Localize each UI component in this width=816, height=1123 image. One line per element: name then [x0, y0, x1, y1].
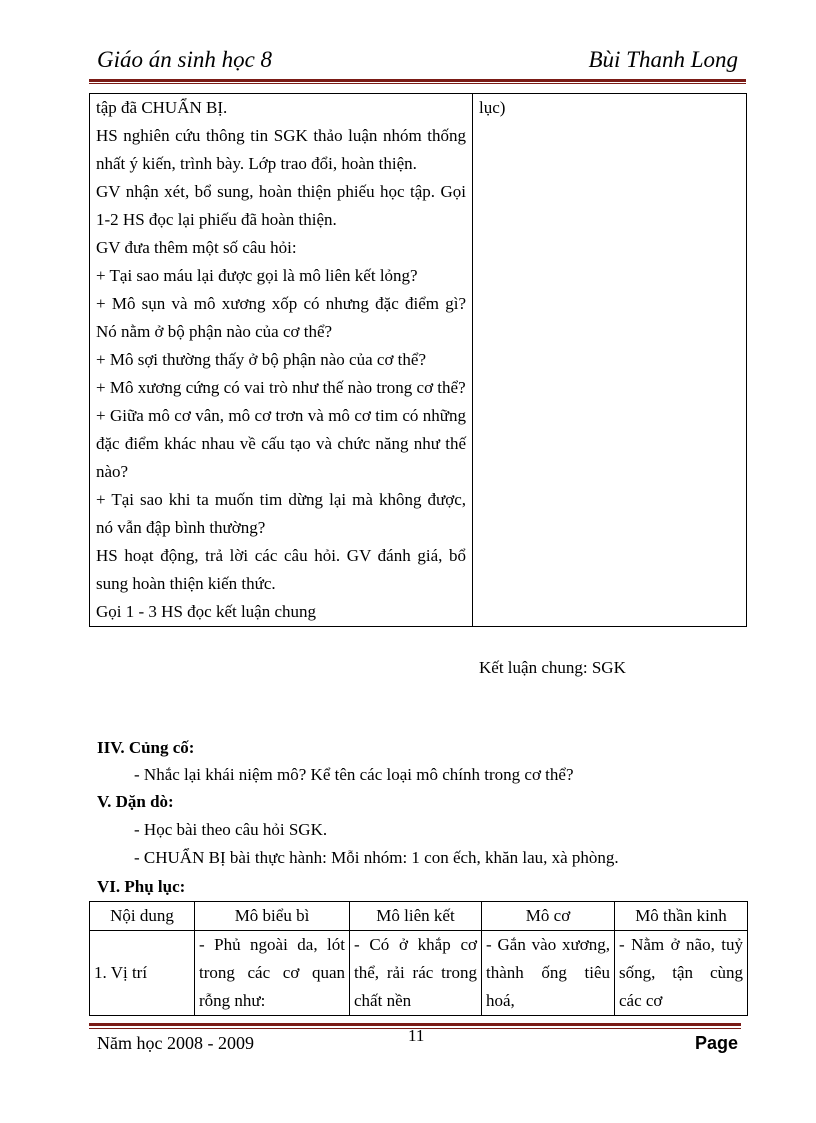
- table-cell: - Nằm ở não, tuỷ sống, tận cùng các cơ: [615, 931, 748, 1016]
- question: + Mô sụn và mô xương xốp có nhưng đặc điểm gì? Nó nằm ở bộ phận nào của cơ thể?: [96, 294, 466, 341]
- paragraph: HS nghiên cứu thông tin SGK thảo luận nhóm thống nhất ý kiến, trình bày. Lớp trao đổi, hoàn thiện.: [96, 126, 466, 173]
- header-title: Giáo án sinh học 8: [97, 47, 273, 72]
- paragraph: GV đưa thêm một số câu hỏi:: [96, 238, 297, 257]
- column-header: Mô liên kết: [350, 902, 482, 931]
- paragraph: tập đã CHUẨN BỊ.: [96, 98, 228, 117]
- table-cell: - Gắn vào xương, thành ống tiêu hoá,: [482, 931, 615, 1016]
- table-row: [90, 931, 748, 1016]
- table-header-row: [90, 902, 748, 931]
- header-author: Bùi Thanh Long: [588, 47, 738, 72]
- consolidation-heading: IIV. Củng cố:: [97, 738, 195, 757]
- question: + Mô xương cứng có vai trò như thế nào trong cơ thể?: [96, 378, 466, 397]
- row-label: 1. Vị trí: [90, 931, 195, 1016]
- table-cell: - Có ở khắp cơ thể, rải rác trong chất nền: [350, 931, 482, 1016]
- paragraph: GV nhận xét, bổ sung, hoàn thiện phiếu học tập. Gọi 1-2 HS đọc lại phiếu đã hoàn thiện.: [96, 182, 466, 229]
- general-conclusion: Kết luận chung: SGK: [479, 658, 626, 677]
- header-rule: [89, 79, 746, 84]
- column-header: Mô thần kinh: [615, 902, 748, 931]
- homework-heading: V. Dặn dò:: [97, 792, 174, 811]
- lesson-activity-table: [89, 93, 747, 677]
- table-cell: - Phủ ngoài da, lót trong các cơ quan rỗng như:: [195, 931, 350, 1016]
- appendix-table: [89, 901, 748, 1016]
- page-number: 11: [408, 1026, 425, 1045]
- question: + Mô sợi thường thấy ở bộ phận nào của cơ thể?: [96, 350, 426, 369]
- school-year: Năm học 2008 - 2009: [97, 1033, 254, 1053]
- column-header: Mô biểu bì: [195, 902, 350, 931]
- paragraph: HS hoạt động, trả lời các câu hỏi. GV đánh giá, bổ sung hoàn thiện kiến thức.: [96, 546, 466, 593]
- column-header: Mô cơ: [482, 902, 615, 931]
- homework-item: - CHUẨN BỊ bài thực hành: Mỗi nhóm: 1 con ếch, khăn lau, xà phòng.: [134, 848, 619, 867]
- column-header: Nội dung: [90, 902, 195, 931]
- question: + Giữa mô cơ vân, mô cơ trơn và mô cơ tim có những đặc điểm khác nhau về cấu tạo và chức năng như thế nào?: [96, 406, 466, 481]
- appendix-heading: VI. Phụ lục:: [97, 877, 186, 896]
- content-text: lục): [479, 98, 506, 117]
- homework-item: - Học bài theo câu hỏi SGK.: [134, 820, 328, 839]
- page-label: Page: [694, 1033, 738, 1053]
- consolidation-item: - Nhắc lại khái niệm mô? Kể tên các loại mô chính trong cơ thể?: [134, 765, 574, 784]
- teacher-student-activity-cell: [90, 94, 473, 627]
- content-cell: [473, 94, 747, 677]
- question: + Tại sao khi ta muốn tim dừng lại mà không được, nó vẫn đập bình thường?: [96, 490, 466, 537]
- table-row: [90, 94, 747, 627]
- question: + Tại sao máu lại được gọi là mô liên kết lỏng?: [96, 266, 418, 285]
- paragraph: Gọi 1 - 3 HS đọc kết luận chung: [96, 602, 317, 621]
